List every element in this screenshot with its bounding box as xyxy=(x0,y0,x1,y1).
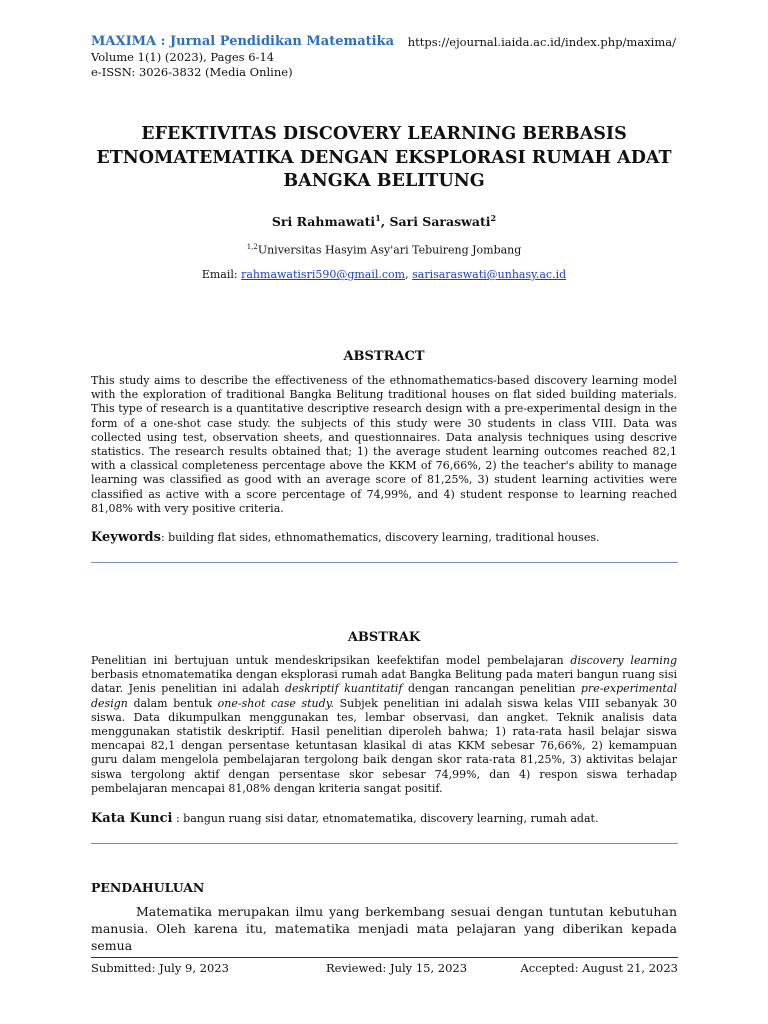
title-line-3: BANGKA BELITUNG xyxy=(283,171,485,191)
email-line xyxy=(0,268,768,281)
volume-info: Volume 1(1) (2023), Pages 6-14 xyxy=(91,50,275,64)
email-label: Email: xyxy=(201,268,242,281)
email-separator: , xyxy=(405,268,413,281)
abstrak-part-1: Penelitian ini bertujuan untuk mendeskripsikan keefektifan model pembelajaran xyxy=(91,654,571,667)
submitted-date: Submitted: July 9, 2023 xyxy=(91,961,229,975)
affiliation-text: Universitas Hasyim Asy'ari Tebuireng Jombang xyxy=(257,243,522,257)
intro-text: Matematika merupakan ilmu yang berkembang sesuai dengan tuntutan kebutuhan manusia. Oleh karena itu, matematika menjadi mata pelajaran yang diberikan kepada semua xyxy=(91,904,677,953)
keywords xyxy=(91,530,599,545)
paper-title xyxy=(60,123,708,194)
abstrak-heading: ABSTRAK xyxy=(347,630,421,645)
author-2-affiliation: 2 xyxy=(490,213,497,223)
kata-kunci-text: : bangun ruang sisi datar, etnomatematika, discovery learning, rumah adat. xyxy=(172,812,599,825)
author-1: Sri Rahmawati xyxy=(271,214,376,230)
affiliation xyxy=(0,243,768,257)
abstrak-part-5: Subjek penelitian ini adalah siswa kelas VIII sebanyak 30 siswa. Data dikumpulkan menggunakan tes, lembar observasi, dan angket. Teknik analisis data menggunakan statistik deskriptif. Hasil penelitian diperoleh bahwa; 1) rata-rata hasil belajar siswa mencapai 82,1 dengan persentase ketuntasan klasikal di atas KKM sebesar 76,66%, 2) kemampuan guru dalam mengelola pembelajaran tergolong baik dengan skor rata-rata 81,25%, 3) aktivitas belajar siswa tergolong aktif dengan persentase skor sebesar 74,99%, dan 4) respon siswa terhadap pembelajaran mencapai 81,08% dengan kriteria sangat positif. xyxy=(91,696,678,795)
email-link-2[interactable]: sarisaraswati@unhasy.ac.id xyxy=(412,268,567,281)
abstract-heading: ABSTRACT xyxy=(343,349,425,364)
keywords-label: Keywords xyxy=(91,530,161,545)
kata-kunci-label: Kata Kunci xyxy=(91,811,173,826)
issn-info: e-ISSN: 3026-3832 (Media Online) xyxy=(91,65,293,79)
abstrak-italic-3: pre-experimental design xyxy=(91,682,677,710)
accepted-date: Accepted: August 21, 2023 xyxy=(520,961,678,975)
abstrak-part-3: dengan rancangan penelitian xyxy=(402,682,581,696)
kata-kunci xyxy=(91,811,598,826)
email-link-1[interactable]: rahmawatisri590@gmail.com xyxy=(241,268,406,281)
author-1-affiliation: 1 xyxy=(375,213,381,223)
abstrak-italic-1: discovery learning xyxy=(570,654,677,667)
abstrak-text xyxy=(91,654,677,796)
abstract-text: This study aims to describe the effectiveness of the ethnomathematics-based discovery learning model with the exploration of traditional Bangka Belitung traditional houses on flat sided building materials. This type of research is a quantitative descriptive research design with a pre-experimental design in the form of a one-shot case study. the subjects of this study were 30 students in class VIII. Data was collected using test, observation sheets, and questionnaires. Data analysis techniques using descrive statistics. The research results obtained that; 1) the average student learning outcomes reached 82,1 with a classical completeness percentage above the KKM of 76,66%, 2) the teacher's ability to manage learning was classified as good with an average score of 81,25%, 3) student learning activities were classified as active with a score percentage of 74,99%, and 4) student response to learning reached 81,08% with very positive criteria. xyxy=(91,374,677,515)
divider-1 xyxy=(91,562,678,563)
intro-paragraph xyxy=(91,903,677,954)
title-line-1: EFEKTIVITAS DISCOVERY LEARNING BERBASIS xyxy=(141,124,627,144)
keywords-text: : building flat sides, ethnomathematics, discovery learning, traditional houses. xyxy=(160,531,600,544)
abstrak-italic-4: one-shot case study. xyxy=(217,696,334,710)
journal-name: MAXIMA : Jurnal Pendidikan Matematika xyxy=(91,34,395,49)
abstrak-part-2: berbasis etnomatematika dengan eksplorasi rumah adat Bangka Belitung pada materi bangun ruang sisi datar. Jenis penelitian ini adalah xyxy=(91,668,677,696)
title-line-2: ETNOMATEMATIKA DENGAN EKSPLORASI RUMAH ADAT xyxy=(96,147,672,168)
author-separator: , xyxy=(380,214,390,230)
affiliation-marker: 1,2 xyxy=(246,243,258,251)
section-heading-pendahuluan: PENDAHULUAN xyxy=(91,880,205,895)
abstrak-italic-2: deskriptif kuantitatif xyxy=(284,682,403,696)
divider-2 xyxy=(91,843,678,844)
abstrak-part-4: dalam bentuk xyxy=(127,696,218,710)
footer-rule xyxy=(91,957,678,958)
reviewed-date: Reviewed: July 15, 2023 xyxy=(326,961,468,975)
author-2: Sari Saraswati xyxy=(389,214,491,230)
journal-url[interactable]: https://ejournal.iaida.ac.id/index.php/maxima/ xyxy=(407,35,676,49)
authors xyxy=(0,213,768,229)
